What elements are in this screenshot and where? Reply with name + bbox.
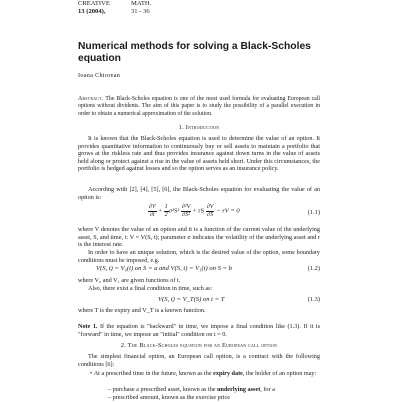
- section-1-paragraph-5: where V₀ and V₁ are given functions of t.: [78, 277, 181, 284]
- abstract-label: Abstract.: [78, 96, 104, 102]
- section-1-paragraph-1: It is known that the Black-Scholes equation is used to determine the value of an option. It provides quantitative information to continuously buy or sell assets to maintain a portfolio that grows at the riskless rate and thus provides insurance against down turns in the value of assets held along or protect against a rise in the value of assets held short. Under this circumstances, the portfolio is hedged against losses and so the option serves as an insurance policy.: [78, 135, 320, 172]
- section-1-heading: 1. Introduction: [178, 124, 220, 131]
- bullet-item: [90, 370, 320, 378]
- bullet-marker: •: [90, 370, 94, 377]
- equation-1-1-number: (1.1): [307, 209, 320, 216]
- sub-item-1-end: , for a: [260, 386, 275, 393]
- bullet-text-bold: expiry date: [213, 370, 243, 377]
- equation-1-3-number: (1.3): [307, 296, 320, 303]
- section-1-paragraph-3: where V denotes the value of an option and it is a function of the current value of the underlying asset, S, and time, t: V = V(S, t); parameter σ indicates the volatility of the underlying asset and r is the interest rate.: [78, 226, 320, 248]
- equation-1-1-end: − rV = 0: [216, 207, 240, 215]
- equation-1-1-tail: + rS: [192, 207, 205, 215]
- equation-1-1: [78, 202, 320, 224]
- bullet-text-start: At a prescribed time in the future, known as the: [93, 370, 214, 377]
- section-1-paragraph-7: where T is the expiry and V_T is a known function.: [78, 307, 206, 314]
- section-1-paragraph-4: In order to have an unique solution, which is the desired value of the option, some boundary conditions must be imposed, e.g.: [78, 249, 320, 264]
- note-1-text: If the equation is "backward" in time, we impose a final condition like (1.3). If it is "forward" in time, we impose an "initial" condition on t = 0.: [78, 323, 321, 338]
- note-1-label: Note 1.: [78, 323, 98, 330]
- equation-1-2-number: (1.2): [307, 265, 320, 272]
- journal-name: CREATIVE: [78, 0, 110, 7]
- bullet-text-end: , the holder of an option may:: [242, 370, 317, 377]
- paper-author: Ioana Chiorean: [78, 72, 121, 79]
- section-1-paragraph-6: Also, there exist a final condition in time, such as:: [88, 285, 213, 292]
- abstract-text: The Black-Scholes equation is one of the most used formula for evaluating European call options without dividents. The aim of this paper is to study the possibility of a parallel execution in order to obtain a numerical approximation of the solution.: [78, 96, 320, 117]
- abstract: [78, 96, 320, 118]
- sub-item-1-bold: underlying asset: [217, 386, 261, 393]
- journal-pages: 31 - 36: [131, 8, 150, 15]
- equation-1-1-body: $\frac{\partial V}{\partial t}$ + $\frac{1}{2}$ σ²S² $\frac{\text{∂²V}}{\text{∂S²}}$ + rS $\frac{\partial V}{\partial S}$ − rV = 0: [149, 204, 240, 218]
- equation-1-3: [78, 296, 320, 305]
- section-2-heading: 2. The Black-Scholes equation for an European call option: [120, 342, 278, 349]
- journal-subject: MATH.: [131, 0, 152, 7]
- section-1-paragraph-2: According with [2], [4], [5], [6], the Black-Scholes equation for evaluating the value of an option is:: [78, 186, 320, 201]
- journal-header: [78, 0, 151, 16]
- sub-item-1: [108, 386, 320, 394]
- equation-1-2-body: V(S, t) = V₀(t) on S = a and V(S, t) = V₁(t) on S = b: [96, 265, 232, 272]
- note-1: [78, 323, 320, 338]
- section-2-paragraph-1: The simplest financial option, an European call option, is a contract with the following conditions [6]:: [78, 353, 320, 368]
- equation-1-2: [78, 265, 320, 274]
- sub-item-2: – prescribed amount, known as the exercise price: [108, 394, 230, 401]
- journal-volume: 13 (2004),: [78, 8, 106, 15]
- equation-1-3-body: V(S, t) = V_T(S) on t = T: [158, 296, 225, 303]
- sub-item-1-start: – purchase a prescribed asset, known as the: [108, 386, 218, 393]
- paper-title: Numerical methods for solving a Black-Scholes equation: [78, 41, 311, 64]
